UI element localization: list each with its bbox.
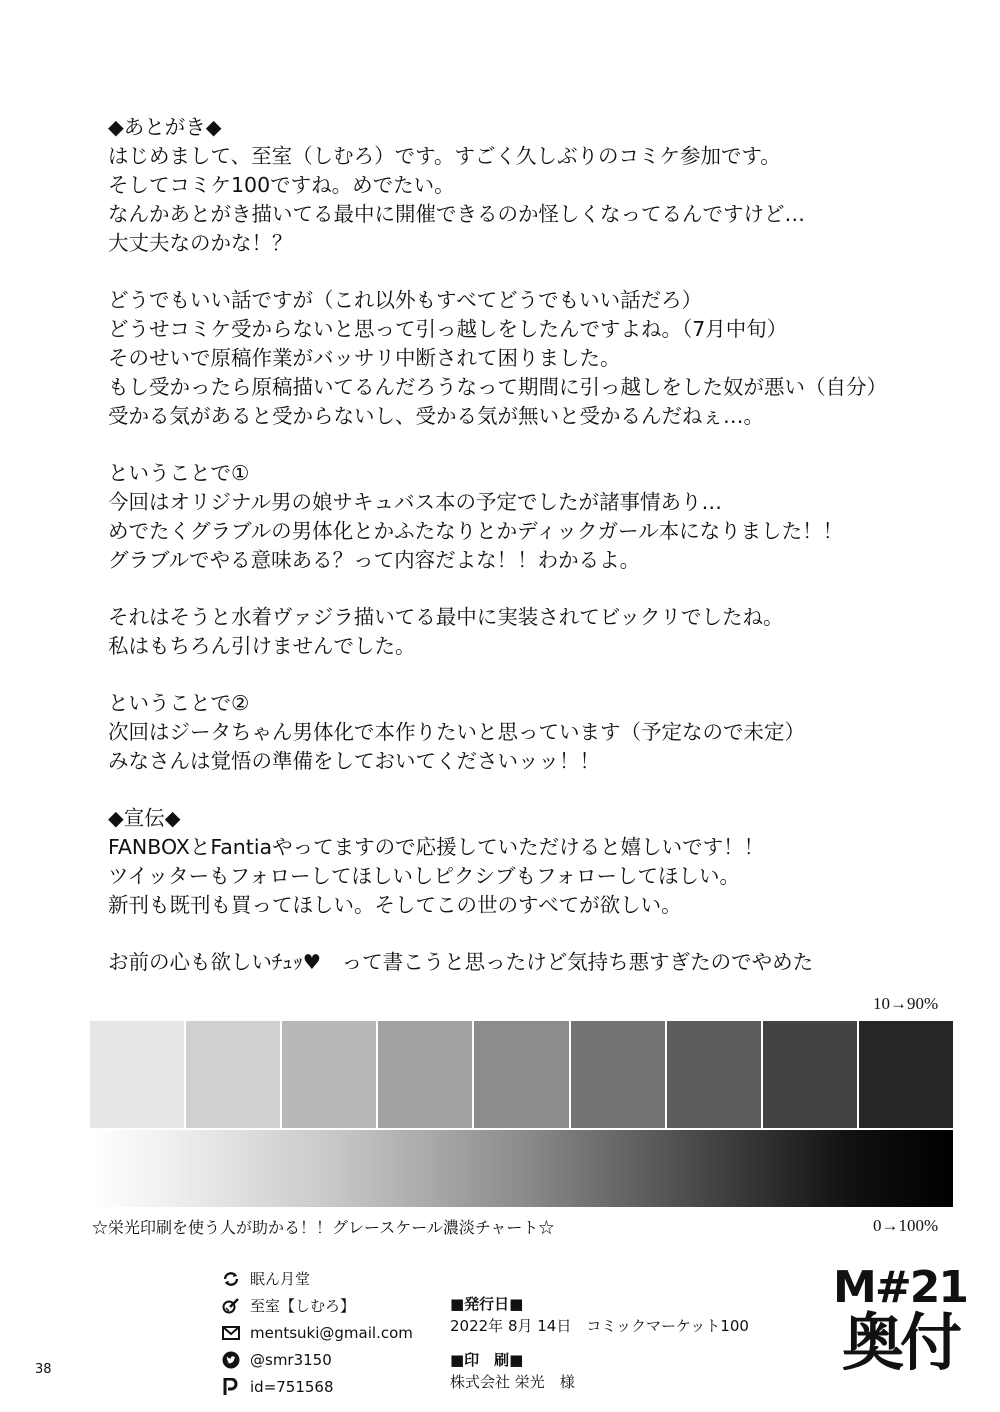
afterword-line: ◆あとがき◆: [108, 115, 222, 139]
page-number: 38: [35, 1362, 52, 1377]
paragraph-gap: [108, 661, 968, 689]
gray-swatch: [474, 1021, 568, 1128]
afterword-line: 次回はジータちゃん男体化で本作りたいと思っています（予定なので未定）: [108, 720, 805, 744]
grayscale-swatches: [90, 1021, 953, 1128]
afterword-line: もし受かったら原稿描いてるんだろうなって期間に引っ越しをした奴が悪い（自分）: [108, 375, 887, 399]
pen-brush-icon: [222, 1297, 240, 1315]
pixiv-logo-icon: [222, 1378, 240, 1396]
gradient-label: 0→100%: [873, 1216, 939, 1235]
circle-logo-icon: [222, 1270, 240, 1288]
email-address[interactable]: mentsuki@gmail.com: [250, 1323, 413, 1342]
afterword-line: そしてコミケ100ですね。めでたい。: [108, 173, 455, 197]
gray-swatch: [763, 1021, 857, 1128]
afterword-line: はじめまして、至室（しむろ）です。すごく久しぶりのコミケ参加です。: [108, 144, 781, 168]
author-row: [222, 1292, 413, 1319]
steps-label: 10→90%: [873, 994, 939, 1013]
twitter-handle[interactable]: @smr3150: [250, 1350, 332, 1369]
printer-value: 株式会社 栄光 様: [450, 1373, 575, 1391]
afterword-line: どうでもいい話ですが（これ以外もすべてどうでもいい話だろ）: [108, 288, 703, 312]
afterword-text: [108, 113, 968, 977]
gray-swatch: [282, 1021, 376, 1128]
afterword-line: ということで②: [108, 691, 250, 715]
gray-swatch: [186, 1021, 280, 1128]
gray-swatch: [667, 1021, 761, 1128]
issue-date-value: 2022年 8月 14日 コミックマーケット100: [450, 1317, 749, 1335]
afterword-line: グラブルでやる意味ある？って内容だよな！！わかるよ。: [108, 548, 641, 572]
circle-name: 眠ん月堂: [250, 1270, 311, 1288]
email-row: [222, 1319, 413, 1346]
afterword-line: どうせコミケ受からないと思って引っ越しをしたんですよね。（7月中旬）: [108, 317, 788, 341]
paragraph-gap: [108, 575, 968, 603]
issue-code: M#21: [833, 1262, 967, 1313]
afterword-line: ということで①: [108, 461, 250, 485]
twitter-bird-icon: [222, 1351, 240, 1369]
afterword-line: それはそうと水着ヴァジラ描いてる最中に実装されてビックリでしたね。: [108, 605, 784, 629]
gray-swatch: [859, 1021, 953, 1128]
grayscale-gradient: [90, 1130, 953, 1207]
pixiv-row: [222, 1373, 413, 1400]
gray-swatch: [378, 1021, 472, 1128]
twitter-row: [222, 1346, 413, 1373]
issue-date-heading: ■発行日■: [450, 1295, 524, 1313]
colophon: [222, 1265, 413, 1400]
afterword-line: 私はもちろん引けませんでした。: [108, 634, 416, 658]
colophon-title: 奥付: [841, 1306, 958, 1379]
afterword-line: FANBOXとFantiaやってますので応援していただけると嬉しいです！！: [108, 835, 765, 859]
paragraph-gap: [108, 258, 968, 286]
author-name: 至室【しむろ】: [250, 1297, 356, 1315]
paragraph-gap: [108, 776, 968, 804]
circle-row: [222, 1265, 413, 1292]
printer-heading: ■印 刷■: [450, 1351, 524, 1369]
afterword-line: ツイッターもフォローしてほしいしピクシブもフォローしてほしい。: [108, 864, 741, 888]
paragraph-gap: [108, 920, 968, 948]
afterword-line: 大丈夫なのかな！？: [108, 231, 293, 255]
colophon-mark: [830, 1262, 970, 1379]
chart-caption: ☆栄光印刷を使う人が助かる！！グレースケール濃淡チャート☆: [92, 1218, 555, 1237]
afterword-line: そのせいで原稿作業がバッサリ中断されて困りました。: [108, 346, 621, 370]
afterword-line: ◆宣伝◆: [108, 806, 181, 830]
afterword-line: お前の心も欲しいﾁｭｯ♥ って書こうと思ったけど気持ち悪すぎたのでやめた: [108, 950, 814, 974]
gray-swatch: [571, 1021, 665, 1128]
afterword-line: 新刊も既刊も買ってほしい。そしてこの世のすべてが欲しい。: [108, 893, 682, 917]
pixiv-id[interactable]: id=751568: [250, 1377, 334, 1396]
afterword-line: 受かる気があると受からないし、受かる気が無いと受かるんだねぇ…。: [108, 404, 764, 428]
afterword-line: みなさんは覚悟の準備をしておいてくださいッッ！！: [108, 749, 600, 773]
afterword-line: 今回はオリジナル男の娘サキュバス本の予定でしたが諸事情あり…: [108, 490, 722, 514]
afterword-line: なんかあとがき描いてる最中に開催できるのか怪しくなってるんですけど…: [108, 202, 805, 226]
publication-info: [450, 1293, 749, 1393]
mail-icon: [222, 1324, 240, 1342]
gray-swatch: [90, 1021, 184, 1128]
afterword-line: めでたくグラブルの男体化とかふたなりとかディックガール本になりました！！: [108, 519, 844, 543]
paragraph-gap: [108, 431, 968, 459]
